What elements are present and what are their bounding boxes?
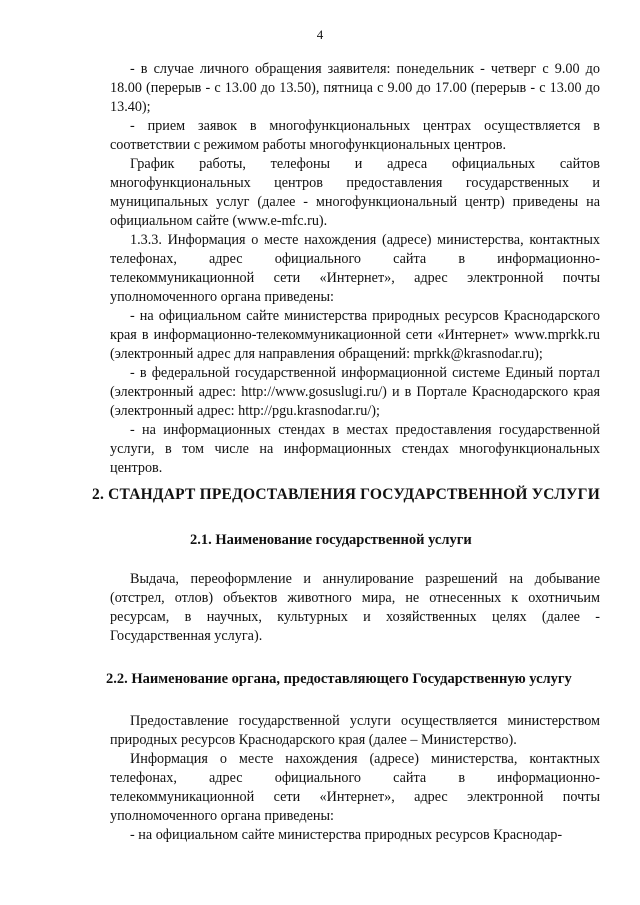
subsection-title-2-1: 2.1. Наименование государственной услуги <box>190 532 472 548</box>
section-heading-2: 2. СТАНДАРТ ПРЕДОСТАВЛЕНИЯ ГОСУДАРСТВЕННОЙ УСЛУГИ <box>92 486 600 503</box>
paragraph: Предоставление государственной услуги осуществляется министерством природных ресурсов Краснодарского края (далее – Министерство). <box>110 713 600 748</box>
subsection-title-2-2: 2.2. Наименование органа, предоставляющего Государственную услугу <box>106 671 572 687</box>
paragraph: - на информационных стендах в местах предоставления государственной услуги, в том числе на информационных стендах многофункциональных центров. <box>110 422 600 476</box>
paragraph: 1.3.3. Информация о месте нахождения (адресе) министерства, контактных телефонах, адрес официального сайта в информационно-телекоммуникационной сети «Интернет», адрес электронной почты уполномоченного органа приведены: <box>110 232 600 305</box>
paragraph: Выдача, переоформление и аннулирование разрешений на добывание (отстрел, отлов) объектов животного мира, не отнесенных к охотничьим ресурсам, в научных, культурных и хозяйственных целях (далее - Государственная услуга). <box>110 571 600 644</box>
paragraph: Информация о месте нахождения (адресе) министерства, контактных телефонах, адрес официального сайта в информационно-телекоммуникационной сети «Интернет», адрес электронной почты уполномоченного органа приведены: <box>110 751 600 824</box>
paragraph: - на официальном сайте министерства природных ресурсов Краснодарского края в информационно-телекоммуникационной сети «Интернет» www.mprkk.ru (электронный адрес для направления обращений: mprkk@krasnodar.ru); <box>110 308 600 362</box>
subsection-2-1-body <box>110 570 600 646</box>
subsection-2-2-body <box>110 712 600 845</box>
paragraph: - в случае личного обращения заявителя: понедельник - четверг с 9.00 до 18.00 (перерыв - с 13.00 до 13.50), пятница с 9.00 до 17.00 (перерыв - с 13.00 до 13.40); <box>110 61 600 115</box>
paragraph: - на официальном сайте министерства природных ресурсов Краснодар- <box>130 827 563 843</box>
paragraph: - прием заявок в многофункциональных центрах осуществляется в соответствии с режимом работы многофункциональных центров. <box>110 118 600 153</box>
paragraph: - в федеральной государственной информационной системе Единый портал (электронный адрес: http://www.gosuslugi.ru/) и в Портале Краснодарского края (электронный адрес: http://pgu.krasnodar.ru/); <box>110 365 600 419</box>
paragraph: График работы, телефоны и адреса официальных сайтов многофункциональных центров предоставления государственных и муниципальных услуг (далее - многофункциональный центр) приведены на официальном сайте (www.e-mfc.ru). <box>110 156 600 229</box>
section-1-3-continuation <box>110 60 600 478</box>
page-number: 4 <box>316 27 324 42</box>
